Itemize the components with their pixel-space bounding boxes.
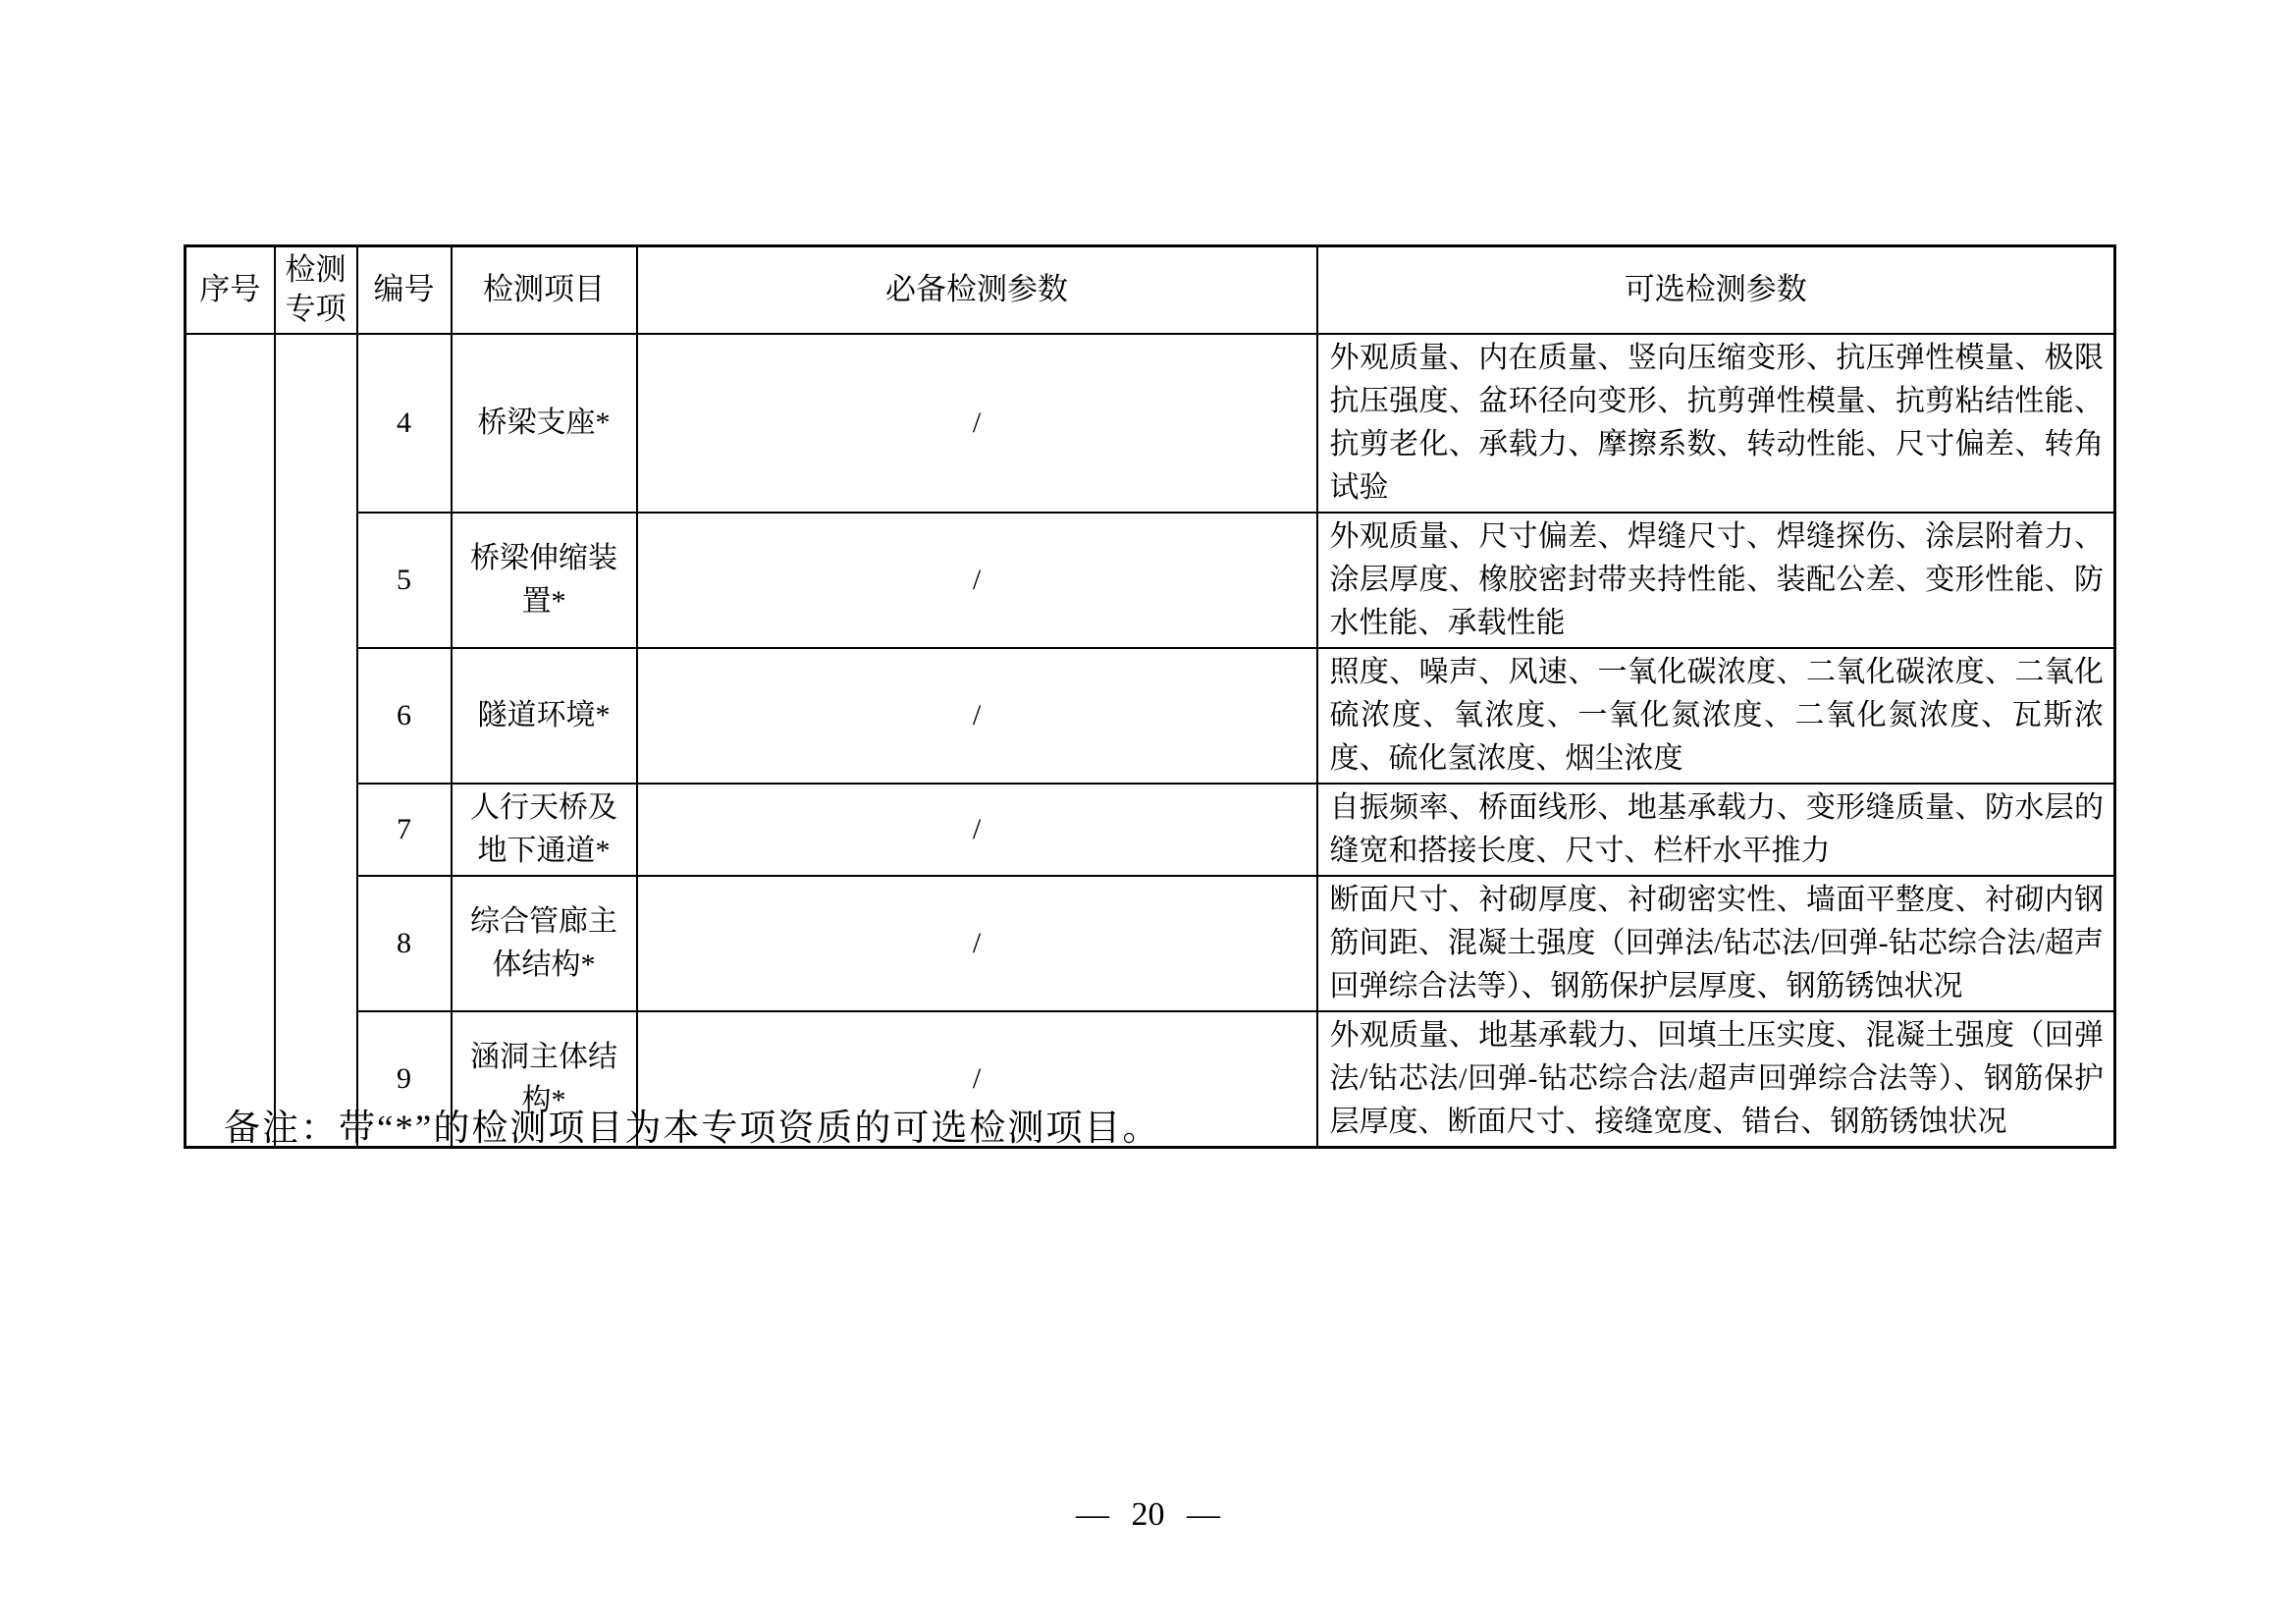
optional-params-cell: 照度、噪声、风速、一氧化碳浓度、二氧化碳浓度、二氧化硫浓度、氧浓度、一氧化氮浓度、二氧化氮浓度、瓦斯浓度、硫化氢浓度、烟尘浓度 (1317, 648, 2115, 784)
specialty-cell-empty (275, 334, 357, 1148)
header-inspection-item: 检测项目 (452, 246, 637, 334)
table-header-row (186, 246, 2115, 334)
required-params-cell: / (637, 1011, 1317, 1148)
serial-number-cell-empty (186, 334, 275, 1148)
header-serial-number: 序号 (186, 246, 275, 334)
header-inspection-specialty: 检测专项 (275, 246, 357, 334)
optional-params-cell: 自振频率、桥面线形、地基承载力、变形缝质量、防水层的缝宽和搭接长度、尺寸、栏杆水平推力 (1317, 784, 2115, 876)
table-row (186, 334, 2115, 513)
inspection-item-cell: 桥梁伸缩装置* (452, 513, 637, 648)
inspection-item-cell: 桥梁支座* (452, 334, 637, 513)
row-number-cell: 5 (357, 513, 452, 648)
required-params-cell: / (637, 876, 1317, 1011)
optional-params-cell: 外观质量、内在质量、竖向压缩变形、抗压弹性模量、极限抗压强度、盆环径向变形、抗剪弹性模量、抗剪粘结性能、抗剪老化、承载力、摩擦系数、转动性能、尺寸偏差、转角试验 (1317, 334, 2115, 513)
inspection-item-cell: 综合管廊主体结构* (452, 876, 637, 1011)
table-row (186, 513, 2115, 648)
inspection-item-cell: 涵洞主体结构* (452, 1011, 637, 1148)
optional-params-cell: 外观质量、地基承载力、回填土压实度、混凝土强度（回弹法/钻芯法/回弹-钻芯综合法/超声回弹综合法等）、钢筋保护层厚度、断面尺寸、接缝宽度、错台、钢筋锈蚀状况 (1317, 1011, 2115, 1148)
row-number-cell: 4 (357, 334, 452, 513)
inspection-parameters-table (184, 244, 2116, 1149)
row-number-cell: 8 (357, 876, 452, 1011)
optional-params-cell: 外观质量、尺寸偏差、焊缝尺寸、焊缝探伤、涂层附着力、涂层厚度、橡胶密封带夹持性能、装配公差、变形性能、防水性能、承载性能 (1317, 513, 2115, 648)
table-row (186, 876, 2115, 1011)
inspection-item-cell: 隧道环境* (452, 648, 637, 784)
optional-params-cell: 断面尺寸、衬砌厚度、衬砌密实性、墙面平整度、衬砌内钢筋间距、混凝土强度（回弹法/钻芯法/回弹-钻芯综合法/超声回弹综合法等）、钢筋保护层厚度、钢筋锈蚀状况 (1317, 876, 2115, 1011)
table-row (186, 648, 2115, 784)
table-row (186, 784, 2115, 876)
row-number-cell: 9 (357, 1011, 452, 1148)
inspection-item-cell: 人行天桥及地下通道* (452, 784, 637, 876)
page-number: — 20 — (1076, 1496, 1220, 1533)
required-params-cell: / (637, 784, 1317, 876)
row-number-cell: 7 (357, 784, 452, 876)
header-optional-parameters: 可选检测参数 (1317, 246, 2115, 334)
required-params-cell: / (637, 334, 1317, 513)
footnote-remark: 备注：带“*”的检测项目为本专项资质的可选检测项目。 (224, 1109, 1161, 1149)
row-number-cell: 6 (357, 648, 452, 784)
header-item-number: 编号 (357, 246, 452, 334)
header-required-parameters: 必备检测参数 (637, 246, 1317, 334)
required-params-cell: / (637, 648, 1317, 784)
required-params-cell: / (637, 513, 1317, 648)
